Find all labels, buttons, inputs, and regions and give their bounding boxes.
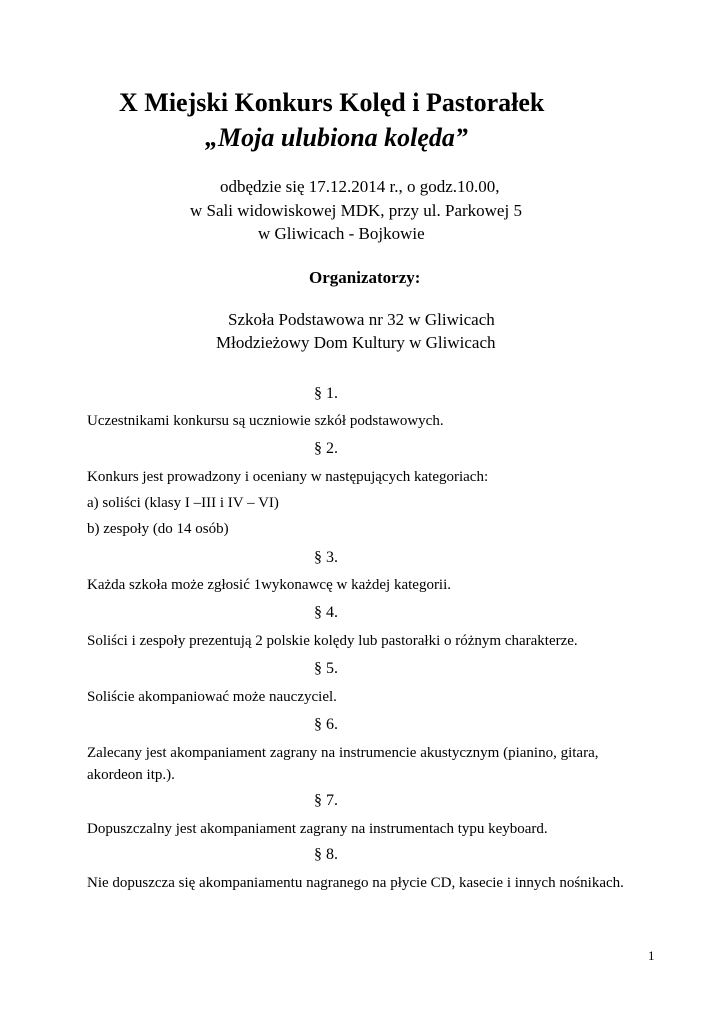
section-6-heading: § 6. [314,716,338,733]
event-date-line: odbędzie się 17.12.2014 r., o godz.10.00, [220,177,500,196]
section-3-heading: § 3. [314,549,338,566]
page-number: 1 [648,948,655,963]
section-8-text: Nie dopuszcza się akompaniamentu nagranego na płycie CD, kasecie i innych nośnikach. [87,875,624,891]
event-city-line: w Gliwicach - Bojkowie [258,224,425,243]
organizer-mdk: Młodzieżowy Dom Kultury w Gliwicach [216,333,496,352]
organizers-heading: Organizatorzy: [309,268,421,287]
section-6-text: Zalecany jest akompaniament zagrany na instrumencie akustycznym (pianino, gitara, akordeon itp.). [87,745,599,783]
organizer-school: Szkoła Podstawowa nr 32 w Gliwicach [228,310,495,329]
section-7-heading: § 7. [314,792,338,809]
section-1-heading: § 1. [314,385,338,402]
section-1-text: Uczestnikami konkursu są uczniowie szkół podstawowych. [87,413,444,429]
document-title: X Miejski Konkurs Kolęd i Pastorałek [119,88,545,117]
section-3-text: Każda szkoła może zgłosić 1wykonawcę w każdej kategorii. [87,577,452,593]
section-2-heading: § 2. [314,440,338,457]
section-5-text: Soliście akompaniować może nauczyciel. [87,689,337,705]
section-2-item-b: b) zespoły (do 14 osób) [87,521,229,537]
section-8-heading: § 8. [314,846,338,863]
section-7-text: Dopuszczalny jest akompaniament zagrany na instrumentach typu keyboard. [87,821,548,837]
event-venue-line: w Sali widowiskowej MDK, przy ul. Parkowej 5 [190,201,522,220]
document-subtitle: „Moja ulubiona kolęda” [205,123,468,152]
section-2-text: Konkurs jest prowadzony i oceniany w następujących kategoriach: [87,469,489,485]
section-2-item-a: a) soliści (klasy I –III i IV – VI) [87,495,279,511]
section-5-heading: § 5. [314,660,338,677]
section-4-heading: § 4. [314,604,338,621]
section-4-text: Soliści i zespoły prezentują 2 polskie kolędy lub pastorałki o różnym charakterze. [87,633,578,649]
